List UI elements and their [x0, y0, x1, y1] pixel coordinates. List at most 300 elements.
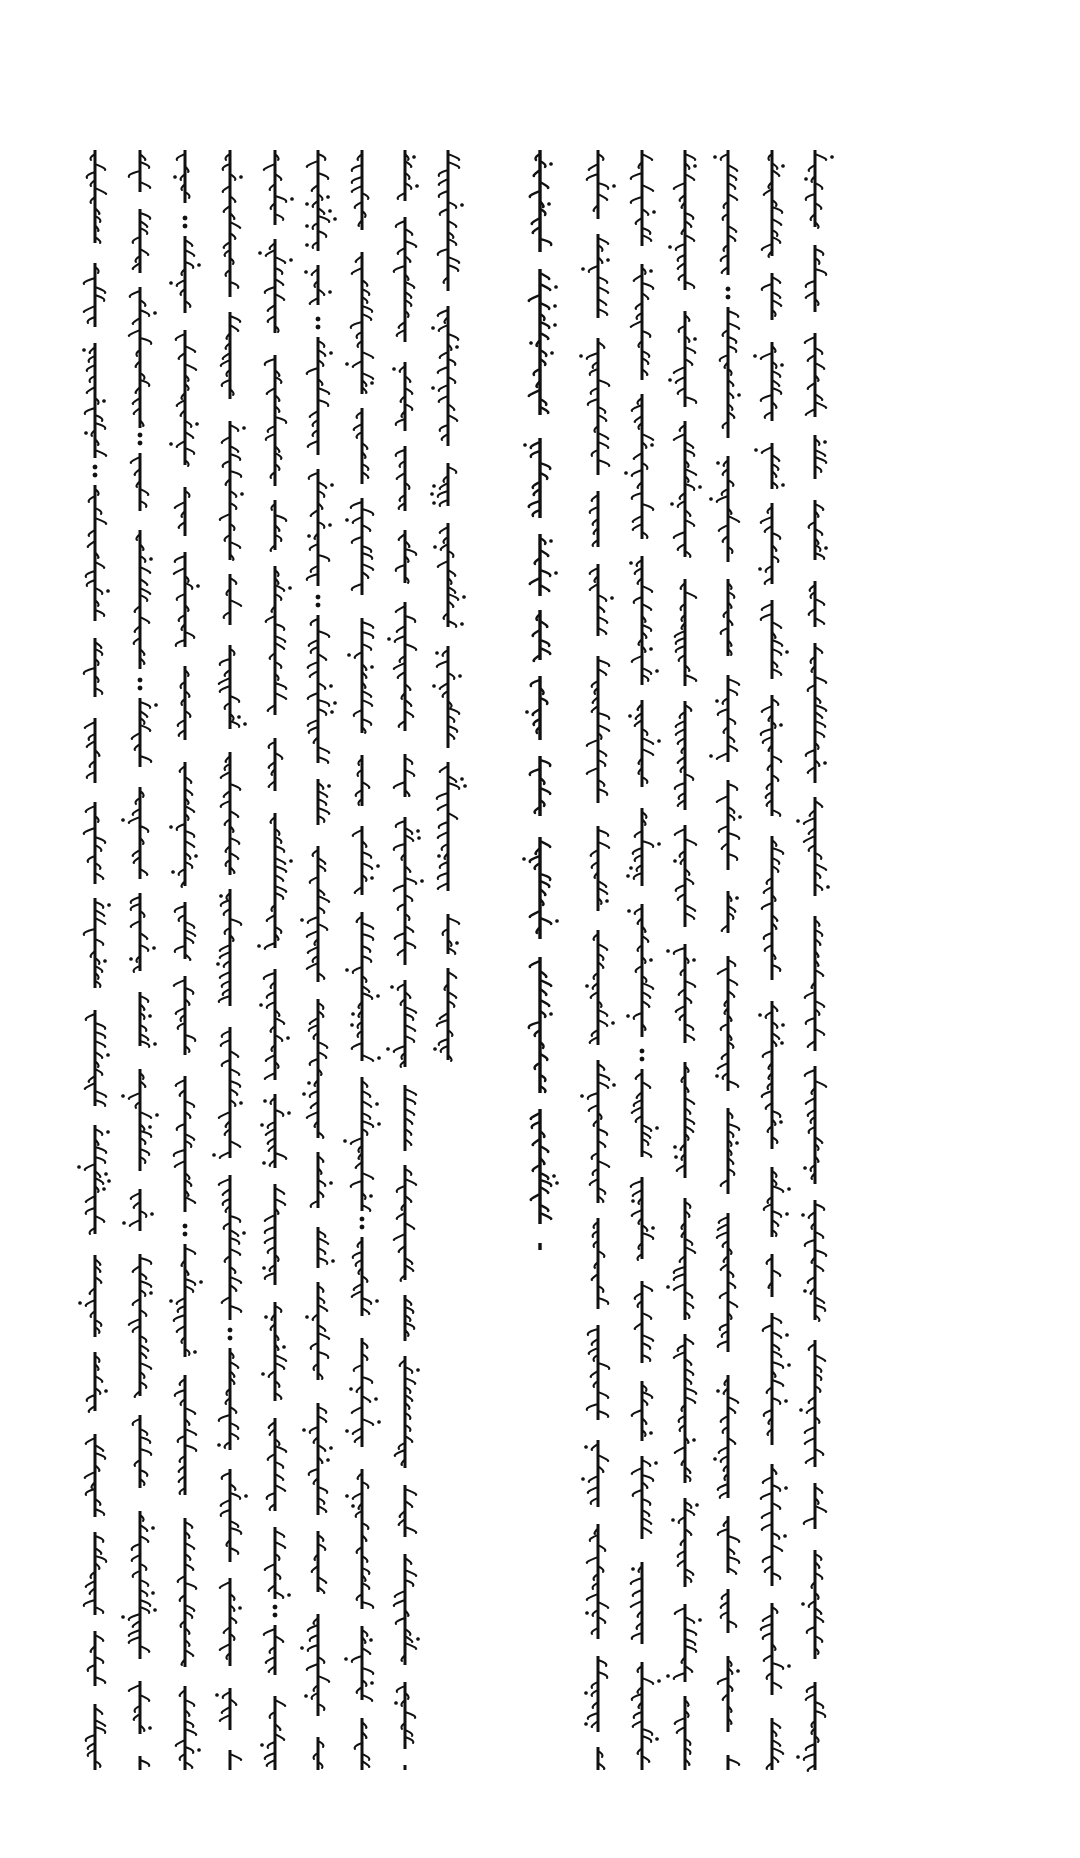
script-dot — [666, 949, 670, 953]
script-dot — [282, 1345, 286, 1349]
script-letter-stroke — [642, 1335, 653, 1341]
script-letter-stroke — [265, 943, 275, 949]
script-letter-stroke — [220, 1582, 230, 1588]
script-dot — [631, 1567, 635, 1571]
body-column-12-glyphs — [665, 0, 705, 1780]
script-letter-stroke — [805, 1240, 815, 1246]
script-letter-stroke — [140, 725, 150, 731]
script-dot — [290, 197, 294, 201]
script-dot — [106, 1053, 110, 1057]
script-dot — [655, 1737, 659, 1741]
script-letter-stroke — [84, 278, 95, 284]
script-dot — [239, 1101, 243, 1105]
script-dot — [193, 1350, 197, 1354]
script-dot — [288, 586, 292, 590]
script-letter-stroke — [598, 442, 608, 448]
script-dot — [693, 337, 697, 341]
script-dot — [330, 710, 334, 714]
script-dot — [417, 836, 421, 840]
script-dot — [263, 1099, 267, 1103]
script-letter-stroke — [632, 1410, 642, 1416]
script-dot — [585, 1611, 589, 1615]
punctuation-mark — [138, 433, 143, 438]
script-letter-stroke — [448, 594, 458, 600]
script-letter-stroke — [438, 832, 448, 838]
script-dot — [261, 1372, 265, 1376]
script-dot — [716, 1389, 720, 1393]
script-dot — [549, 1012, 553, 1016]
script-letter-stroke — [318, 1352, 328, 1358]
script-letter-stroke — [307, 161, 318, 167]
script-letter-stroke — [95, 1041, 105, 1047]
script-dot — [260, 1743, 264, 1747]
script-dot — [458, 674, 462, 678]
script-letter-stroke — [405, 549, 416, 555]
script-letter-stroke — [95, 1453, 105, 1459]
script-dot — [329, 684, 333, 688]
script-letter-stroke — [772, 1186, 783, 1192]
script-letter-stroke — [362, 1419, 373, 1425]
script-dot — [262, 1266, 266, 1270]
script-letter-stroke — [598, 830, 608, 836]
script-letter-stroke — [95, 188, 106, 194]
script-letter-stroke — [448, 918, 459, 924]
script-dot — [780, 363, 784, 367]
script-letter-stroke — [642, 185, 653, 191]
script-letter-stroke — [95, 164, 105, 170]
script-dot — [412, 155, 416, 159]
script-letter-stroke — [318, 808, 329, 814]
script-dot — [304, 1694, 308, 1698]
script-letter-stroke — [362, 934, 373, 940]
script-dot — [657, 739, 661, 743]
script-dot — [529, 341, 533, 345]
script-dot — [370, 665, 374, 669]
script-dot — [735, 1141, 739, 1145]
script-dot — [584, 1722, 588, 1726]
script-letter-stroke — [308, 693, 318, 699]
script-dot — [698, 1618, 702, 1622]
script-letter-stroke — [275, 886, 286, 892]
body-column-14-glyphs — [752, 0, 792, 1780]
script-letter-stroke — [95, 1100, 105, 1106]
script-dot — [307, 1081, 311, 1085]
script-dot — [153, 311, 157, 315]
punctuation-mark — [183, 216, 188, 221]
script-dot — [580, 1094, 584, 1098]
script-letter-stroke — [675, 783, 685, 789]
script-dot — [148, 1726, 152, 1730]
script-letter-stroke — [352, 165, 362, 171]
script-letter-stroke — [631, 197, 642, 203]
script-dot — [333, 701, 337, 705]
script-dot — [244, 1494, 248, 1498]
punctuation-mark — [640, 1049, 645, 1054]
script-letter-stroke — [352, 186, 362, 192]
script-dot — [329, 1181, 333, 1185]
script-letter-stroke — [219, 1415, 230, 1421]
script-letter-stroke — [632, 1694, 642, 1700]
script-letter-stroke — [185, 1408, 195, 1414]
script-letter-stroke — [175, 946, 185, 952]
script-letter-stroke — [352, 537, 362, 543]
script-dot — [784, 1399, 788, 1403]
script-dot — [197, 263, 201, 267]
script-dot — [695, 1503, 699, 1507]
script-letter-stroke — [675, 829, 685, 835]
script-dot — [370, 381, 374, 385]
script-dot — [329, 351, 333, 355]
script-letter-stroke — [308, 1625, 318, 1631]
script-dot — [460, 203, 464, 207]
script-letter-stroke — [174, 568, 185, 574]
script-letter-stroke — [307, 368, 318, 374]
script-letter-stroke — [95, 1720, 105, 1726]
script-dot — [302, 1428, 306, 1432]
script-letter-stroke — [307, 574, 318, 580]
script-dot — [376, 994, 380, 998]
script-letter-stroke — [362, 352, 373, 358]
script-letter-stroke — [632, 656, 642, 662]
script-dot — [455, 345, 459, 349]
body-column-8 — [385, 0, 425, 1858]
script-letter-stroke — [318, 631, 329, 637]
script-letter-stroke — [438, 310, 448, 316]
script-dot — [655, 669, 659, 673]
script-letter-stroke — [598, 1363, 609, 1369]
script-dot — [612, 1083, 616, 1087]
script-letter-stroke — [175, 1390, 185, 1396]
script-letter-stroke — [587, 353, 598, 359]
script-letter-stroke — [95, 1032, 105, 1038]
script-letter-stroke — [728, 311, 738, 317]
script-dot — [549, 539, 553, 543]
script-dot — [432, 684, 436, 688]
body-column-2 — [120, 0, 160, 1858]
script-letter-stroke — [318, 173, 328, 179]
script-dot — [698, 485, 702, 489]
script-letter-stroke — [185, 1583, 196, 1589]
script-letter-stroke — [718, 1341, 728, 1347]
script-dot — [375, 1102, 379, 1106]
script-letter-stroke — [140, 1363, 151, 1369]
script-letter-stroke — [405, 1570, 416, 1576]
script-letter-stroke — [728, 679, 739, 685]
script-letter-stroke — [130, 1220, 140, 1226]
script-letter-stroke — [642, 1233, 653, 1239]
script-dot — [652, 210, 656, 214]
script-letter-stroke — [728, 516, 739, 522]
punctuation-mark — [138, 441, 143, 446]
script-letter-stroke — [318, 388, 329, 394]
script-letter-stroke — [598, 842, 609, 848]
script-letter-stroke — [685, 1629, 696, 1635]
script-letter-stroke — [405, 1643, 416, 1649]
script-letter-stroke — [140, 588, 150, 594]
script-letter-stroke — [598, 1074, 609, 1080]
script-letter-stroke — [685, 1639, 695, 1645]
script-dot — [151, 1526, 155, 1530]
script-dot — [784, 1486, 788, 1490]
script-dot — [783, 1534, 787, 1538]
script-dot — [345, 968, 349, 972]
script-letter-stroke — [772, 1748, 783, 1754]
script-letter-stroke — [815, 269, 826, 275]
script-letter-stroke — [230, 1528, 241, 1534]
script-dot — [194, 854, 198, 858]
body-column-15-glyphs — [795, 0, 835, 1780]
punctuation-mark — [228, 1336, 233, 1341]
script-dot — [374, 1397, 378, 1401]
script-letter-stroke — [642, 1678, 653, 1684]
script-letter-stroke — [219, 678, 230, 684]
script-letter-stroke — [95, 1677, 105, 1683]
script-dot — [823, 440, 827, 444]
script-letter-stroke — [674, 183, 685, 189]
script-letter-stroke — [588, 1487, 598, 1493]
script-letter-stroke — [85, 1083, 95, 1089]
script-letter-stroke — [130, 291, 140, 297]
script-letter-stroke — [685, 1646, 696, 1652]
script-letter-stroke — [307, 1112, 318, 1118]
script-letter-stroke — [220, 1715, 230, 1721]
script-dot — [106, 1130, 110, 1134]
script-dot — [785, 1333, 789, 1337]
script-letter-stroke — [95, 1091, 106, 1097]
script-dot — [627, 909, 631, 913]
script-dot — [737, 393, 741, 397]
script-letter-stroke — [685, 905, 695, 911]
script-dot — [305, 224, 309, 228]
script-letter-stroke — [230, 1081, 240, 1087]
heading-column-glyphs — [520, 0, 560, 1260]
script-letter-stroke — [275, 1446, 286, 1452]
script-letter-stroke — [815, 677, 826, 683]
script-letter-stroke — [140, 1258, 151, 1264]
script-letter-stroke — [587, 768, 598, 774]
script-letter-stroke — [642, 1729, 652, 1735]
script-dot — [330, 483, 334, 487]
script-dot — [657, 842, 661, 846]
script-letter-stroke — [718, 709, 728, 715]
script-letter-stroke — [140, 1437, 150, 1443]
script-dot — [169, 442, 173, 446]
script-dot — [435, 651, 439, 655]
script-dot — [612, 184, 616, 188]
script-letter-stroke — [815, 864, 826, 870]
script-letter-stroke — [815, 1250, 826, 1256]
script-letter-stroke — [598, 183, 608, 189]
script-dot — [787, 1363, 791, 1367]
body-column-14 — [752, 0, 792, 1858]
heading-column — [520, 0, 560, 1858]
script-dot — [433, 545, 437, 549]
script-letter-stroke — [275, 417, 286, 423]
script-dot — [715, 699, 719, 703]
script-letter-stroke — [220, 1644, 230, 1650]
script-letter-stroke — [448, 162, 459, 168]
script-dot — [670, 502, 674, 506]
script-dot — [416, 1368, 420, 1372]
script-dot — [553, 323, 557, 327]
script-letter-stroke — [642, 586, 652, 592]
script-letter-stroke — [717, 753, 728, 759]
script-letter-stroke — [308, 1645, 318, 1651]
script-dot — [173, 175, 177, 179]
script-letter-stroke — [175, 1161, 185, 1167]
script-dot — [375, 1299, 379, 1303]
script-letter-stroke — [140, 702, 150, 708]
script-letter-stroke — [230, 222, 240, 228]
script-dot — [432, 501, 436, 505]
script-letter-stroke — [265, 1215, 275, 1221]
script-letter-stroke — [395, 933, 405, 939]
script-letter-stroke — [230, 542, 240, 548]
script-dot — [387, 637, 391, 641]
script-letter-stroke — [598, 1411, 608, 1417]
script-letter-stroke — [394, 885, 405, 891]
script-dot — [581, 267, 585, 271]
script-letter-stroke — [405, 1378, 415, 1384]
script-letter-stroke — [230, 316, 240, 322]
script-letter-stroke — [230, 1277, 241, 1283]
script-letter-stroke — [598, 287, 608, 293]
script-letter-stroke — [405, 942, 415, 948]
script-letter-stroke — [632, 1107, 642, 1113]
body-column-4-glyphs — [210, 0, 250, 1780]
script-letter-stroke — [815, 1081, 826, 1087]
script-letter-stroke — [185, 930, 195, 936]
script-dot — [549, 162, 553, 166]
script-letter-stroke — [675, 1718, 685, 1724]
script-letter-stroke — [265, 1564, 275, 1570]
script-dot — [216, 962, 220, 966]
script-letter-stroke — [318, 1238, 328, 1244]
script-dot — [242, 1231, 246, 1235]
script-letter-stroke — [805, 1427, 815, 1433]
script-letter-stroke — [140, 182, 150, 188]
script-letter-stroke — [129, 171, 140, 177]
script-dot — [351, 1504, 355, 1508]
body-column-7-glyphs — [342, 0, 382, 1780]
script-letter-stroke — [598, 460, 609, 466]
script-letter-stroke — [685, 1397, 695, 1403]
script-dot — [801, 1602, 805, 1606]
script-dot — [121, 1615, 125, 1619]
script-letter-stroke — [95, 1147, 106, 1153]
script-dot — [107, 903, 111, 907]
script-letter-stroke — [220, 686, 230, 692]
script-letter-stroke — [588, 1093, 598, 1099]
script-letter-stroke — [598, 1161, 609, 1167]
script-letter-stroke — [140, 338, 151, 344]
script-letter-stroke — [140, 1112, 151, 1118]
script-dot — [300, 1646, 304, 1650]
script-letter-stroke — [804, 1754, 815, 1760]
script-dot — [736, 1669, 740, 1673]
script-letter-stroke — [805, 992, 815, 998]
script-letter-stroke — [85, 1164, 95, 1170]
script-letter-stroke — [718, 1063, 728, 1069]
script-letter-stroke — [275, 1485, 285, 1491]
script-letter-stroke — [762, 604, 772, 610]
script-dot — [629, 561, 633, 565]
script-letter-stroke — [685, 469, 696, 475]
script-letter-stroke — [805, 1438, 815, 1444]
script-dot — [154, 703, 158, 707]
script-letter-stroke — [185, 1429, 196, 1435]
body-column-5 — [255, 0, 295, 1858]
script-letter-stroke — [129, 1630, 140, 1636]
script-letter-stroke — [405, 1098, 415, 1104]
script-dot — [584, 1445, 588, 1449]
script-dot — [584, 1691, 588, 1695]
body-column-10-glyphs — [578, 0, 618, 1780]
script-letter-stroke — [129, 1614, 140, 1620]
script-dot — [153, 1042, 157, 1046]
body-column-6 — [298, 0, 338, 1858]
script-letter-stroke — [805, 337, 815, 343]
script-letter-stroke — [220, 952, 230, 958]
script-letter-stroke — [728, 1536, 739, 1542]
script-letter-stroke — [275, 858, 285, 864]
script-dot — [212, 1153, 216, 1157]
punctuation-mark — [640, 1057, 645, 1062]
script-letter-stroke — [675, 631, 685, 637]
punctuation-mark — [316, 325, 321, 330]
script-dot — [78, 1301, 82, 1305]
script-dot — [649, 1431, 653, 1435]
script-dot — [547, 202, 551, 206]
script-letter-stroke — [362, 632, 373, 638]
body-column-5-glyphs — [255, 0, 295, 1780]
script-dot — [260, 1123, 264, 1127]
script-letter-stroke — [275, 1700, 285, 1706]
script-dot — [302, 1092, 306, 1096]
script-dot — [219, 894, 223, 898]
script-letter-stroke — [265, 1273, 275, 1279]
script-letter-stroke — [275, 515, 286, 521]
script-letter-stroke — [352, 1291, 362, 1297]
script-letter-stroke — [230, 784, 240, 790]
script-dot — [715, 1074, 719, 1078]
script-letter-stroke — [685, 592, 696, 598]
script-dot — [343, 1139, 347, 1143]
script-dot — [77, 1165, 81, 1169]
script-letter-stroke — [220, 514, 230, 520]
script-dot — [649, 269, 653, 273]
script-letter-stroke — [307, 931, 318, 937]
script-dot — [415, 184, 419, 188]
script-letter-stroke — [230, 1249, 240, 1255]
script-letter-stroke — [815, 402, 826, 408]
script-letter-stroke — [674, 434, 685, 440]
punctuation-mark — [138, 686, 143, 691]
script-letter-stroke — [685, 1388, 696, 1394]
script-letter-stroke — [632, 405, 642, 411]
script-dot — [605, 899, 609, 903]
script-letter-stroke — [95, 518, 106, 524]
script-letter-stroke — [642, 283, 653, 289]
script-dot — [555, 919, 559, 923]
script-dot — [104, 1389, 108, 1393]
script-letter-stroke — [448, 265, 458, 271]
script-letter-stroke — [761, 1624, 772, 1630]
script-letter-stroke — [675, 1447, 685, 1453]
script-letter-stroke — [805, 1070, 815, 1076]
script-letter-stroke — [405, 1007, 416, 1013]
script-letter-stroke — [362, 1695, 372, 1701]
